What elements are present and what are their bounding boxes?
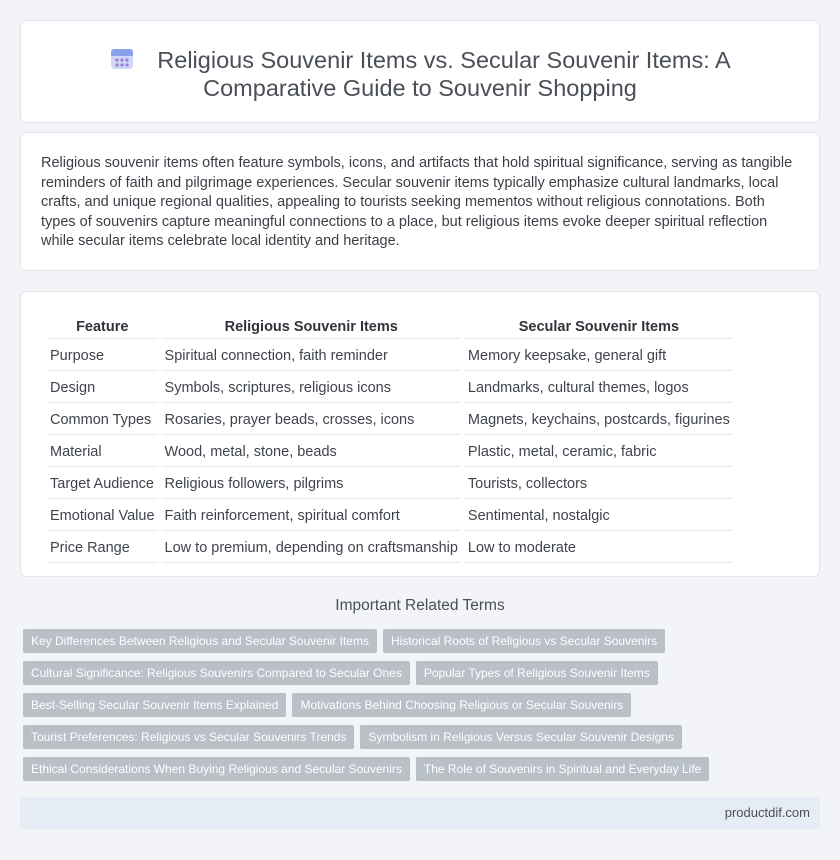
page-title-text: Religious Souvenir Items vs. Secular Souvenir Items: A Comparative Guide to Souvenir Shopping xyxy=(157,47,731,101)
tag-row xyxy=(23,629,823,661)
feature-cell: Common Types xyxy=(47,405,158,435)
related-term-link[interactable]: The Role of Souvenirs in Spiritual and Everyday Life xyxy=(416,757,709,781)
table-row xyxy=(47,405,733,435)
secular-cell: Magnets, keychains, postcards, figurines xyxy=(465,405,733,435)
table-header-row xyxy=(47,318,733,339)
related-term-link[interactable]: Ethical Considerations When Buying Religious and Secular Souvenirs xyxy=(23,757,410,781)
comparison-table xyxy=(43,316,737,565)
column-header-religious: Religious Souvenir Items xyxy=(162,318,461,339)
table-row xyxy=(47,533,733,563)
secular-cell: Plastic, metal, ceramic, fabric xyxy=(465,437,733,467)
comparison-table-card xyxy=(20,291,820,577)
intro-card xyxy=(20,132,820,271)
religious-cell: Low to premium, depending on craftsmanship xyxy=(162,533,461,563)
secular-cell: Tourists, collectors xyxy=(465,469,733,499)
related-term-link[interactable]: Best-Selling Secular Souvenir Items Explained xyxy=(23,693,286,717)
table-row xyxy=(47,469,733,499)
related-term-link[interactable]: Tourist Preferences: Religious vs Secular Souvenirs Trends xyxy=(23,725,354,749)
feature-cell: Target Audience xyxy=(47,469,158,499)
footer-bar xyxy=(20,797,820,829)
religious-cell: Religious followers, pilgrims xyxy=(162,469,461,499)
related-term-link[interactable]: Popular Types of Religious Souvenir Items xyxy=(416,661,658,685)
related-terms-list xyxy=(23,629,823,789)
tag-row xyxy=(23,661,823,693)
secular-cell: Landmarks, cultural themes, logos xyxy=(465,373,733,403)
feature-cell: Material xyxy=(47,437,158,467)
related-term-link[interactable]: Symbolism in Religious Versus Secular Souvenir Designs xyxy=(360,725,681,749)
table-row xyxy=(47,341,733,371)
calendar-icon xyxy=(109,45,135,71)
column-header-feature: Feature xyxy=(47,318,158,339)
header-card xyxy=(20,20,820,123)
intro-paragraph: Religious souvenir items often feature symbols, icons, and artifacts that hold spiritual significance, serving as tangible reminders of faith and pilgrimage experiences. Secular souvenir items typically emphasize cultural landmarks, local crafts, and unique regional qualities, appealing to tourists seeking mementos without religious connotations. Both types of souvenirs capture meaningful connections to a place, but religious items evoke deeper spiritual reflection while secular items celebrate local identity and heritage. xyxy=(41,155,793,249)
secular-cell: Memory keepsake, general gift xyxy=(465,341,733,371)
page-title xyxy=(81,45,759,102)
religious-cell: Symbols, scriptures, religious icons xyxy=(162,373,461,403)
feature-cell: Emotional Value xyxy=(47,501,158,531)
related-term-link[interactable]: Cultural Significance: Religious Souvenirs Compared to Secular Ones xyxy=(23,661,410,685)
feature-cell: Purpose xyxy=(47,341,158,371)
secular-cell: Sentimental, nostalgic xyxy=(465,501,733,531)
religious-cell: Rosaries, prayer beads, crosses, icons xyxy=(162,405,461,435)
related-term-link[interactable]: Motivations Behind Choosing Religious or Secular Souvenirs xyxy=(292,693,631,717)
related-term-link[interactable]: Historical Roots of Religious vs Secular Souvenirs xyxy=(383,629,665,653)
tag-row xyxy=(23,725,823,757)
table-row xyxy=(47,437,733,467)
feature-cell: Price Range xyxy=(47,533,158,563)
related-terms-heading: Important Related Terms xyxy=(335,597,505,614)
column-header-secular: Secular Souvenir Items xyxy=(465,318,733,339)
religious-cell: Wood, metal, stone, beads xyxy=(162,437,461,467)
table-row xyxy=(47,373,733,403)
secular-cell: Low to moderate xyxy=(465,533,733,563)
table-row xyxy=(47,501,733,531)
religious-cell: Faith reinforcement, spiritual comfort xyxy=(162,501,461,531)
tag-row xyxy=(23,693,823,725)
feature-cell: Design xyxy=(47,373,158,403)
tag-row xyxy=(23,757,823,789)
religious-cell: Spiritual connection, faith reminder xyxy=(162,341,461,371)
site-domain[interactable]: productdif.com xyxy=(724,805,810,820)
related-term-link[interactable]: Key Differences Between Religious and Secular Souvenir Items xyxy=(23,629,377,653)
